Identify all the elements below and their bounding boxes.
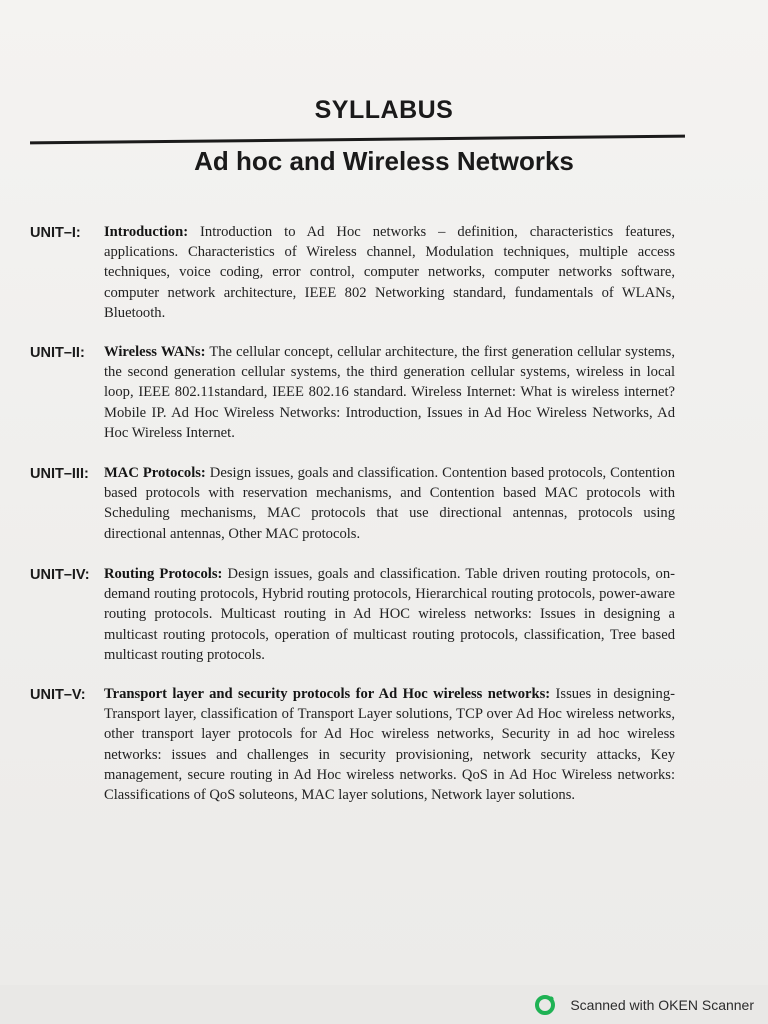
course-title: Ad hoc and Wireless Networks — [194, 146, 574, 176]
unit-body: Introduction to Ad Hoc networks – definition, characteristics features, applications. Characteristics of Wireless channel, Modulation techniques, multiple access techniques, voice coding, error control, computer networks, computer networks software, computer network architecture, IEEE 802 Networking standard, fundamentals of WLANs, Bluetooth. — [104, 224, 675, 321]
unit-heading: Transport layer and security protocols for Ad Hoc wireless networks: — [104, 686, 551, 702]
unit-content — [104, 222, 675, 323]
unit-heading: MAC Protocols: — [104, 465, 206, 481]
page-title: SYLLABUS — [314, 96, 454, 124]
title-divider — [30, 135, 685, 145]
unit-4 — [30, 564, 675, 665]
unit-label: UNIT–V: — [30, 687, 86, 703]
unit-3 — [30, 463, 675, 544]
unit-body: Design issues, goals and classification. Contention based protocols, Contention based protocols with reservation mechanisms, and Contention based MAC protocols with Scheduling mechanisms, MAC protocols that use directional antennas, protocols using directional antennas, Other MAC protocols. — [104, 465, 675, 542]
unit-heading: Introduction: — [104, 224, 189, 240]
unit-label: UNIT–III: — [30, 466, 89, 482]
unit-1 — [30, 222, 675, 323]
unit-content — [104, 342, 675, 443]
unit-content — [104, 463, 675, 544]
unit-body: Issues in designing- Transport layer, classification of Transport Layer solutions, TCP over Ad Hoc wireless networks, other transport layer protocols for Ad Hoc wireless networks, Security in ad hoc wireless networks: issues and challenges in security provisioning, network security attacks, Key management, secure routing in Ad Hoc wireless networks. QoS in Ad Hoc Wireless networks: Classifications of QoS soluteons, MAC layer solutions, Network layer solutions. — [104, 686, 675, 804]
unit-content — [104, 684, 675, 805]
unit-2 — [30, 342, 675, 443]
unit-5 — [30, 684, 675, 805]
scanner-watermark — [534, 994, 754, 1016]
unit-label: UNIT–IV: — [30, 567, 90, 583]
oken-scanner-logo-icon — [534, 994, 556, 1016]
unit-heading: Wireless WANs: — [104, 344, 206, 360]
unit-content — [104, 564, 675, 665]
unit-heading: Routing Protocols: — [104, 566, 223, 582]
unit-body: The cellular concept, cellular architecture, the first generation cellular systems, the second generation cellular systems, the third generation cellular systems, wireless in local loop, IEEE 802.11standard, IEEE 802.16 standard. Wireless Internet: What is wireless internet? Mobile IP. Ad Hoc Wireless Networks: Introduction, Issues in Ad Hoc Wireless Networks, Ad Hoc Wireless Internet. — [104, 344, 675, 441]
unit-body: Design issues, goals and classification. Table driven routing protocols, on-demand routing protocols, Hybrid routing protocols, Hierarchical routing protocols, power-aware routing protocols. Multicast routing in Ad HOC wireless networks: Issues in designing a multicast routing protocols, operation of multicast routing protocols, classification, Tree based multicast routing protocols. — [104, 566, 675, 663]
unit-label: UNIT–I: — [30, 225, 81, 241]
scanner-watermark-text: Scanned with OKEN Scanner — [570, 997, 754, 1013]
unit-label: UNIT–II: — [30, 345, 85, 361]
